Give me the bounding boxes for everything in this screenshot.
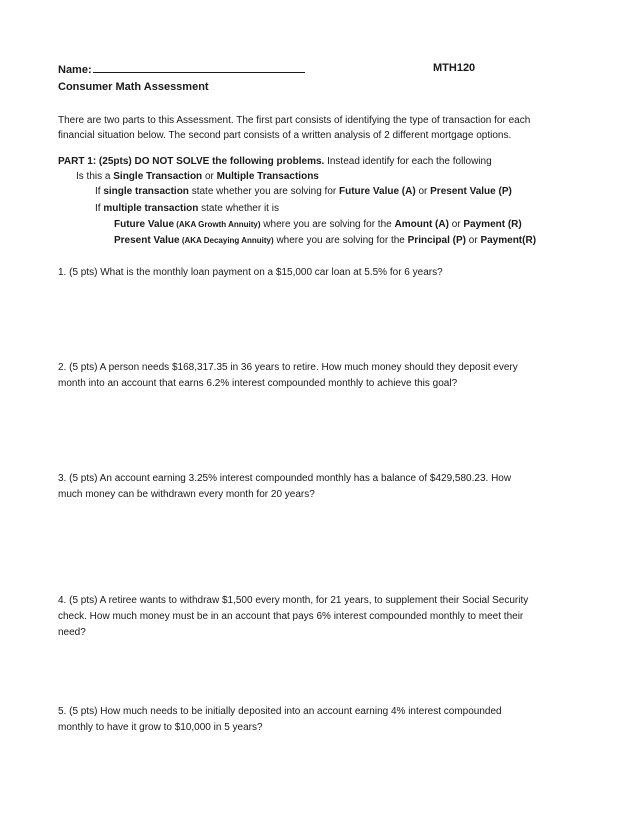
single-transaction-term: Single Transaction <box>113 171 203 182</box>
amount-term: Amount (A) <box>394 219 449 230</box>
name-blank-line <box>93 62 305 73</box>
course-code: MTH120 <box>433 62 476 74</box>
question-3-line-1: 3. (5 pts) An account earning 3.25% interest compounded monthly has a balance of $429,580.23. How <box>58 473 512 484</box>
part1-line-present-value <box>114 234 536 247</box>
text: where you are solving for the <box>273 235 408 246</box>
question-4-line-2: check. How much money must be in an account that pays 6% interest compounded monthly to meet their <box>58 611 524 622</box>
intro-line-2: financial situation below. The second part consists of a written analysis of 2 different mortgage options. <box>58 130 512 141</box>
part1-line-multiple <box>95 202 279 215</box>
part1-line-future-value <box>114 218 522 231</box>
text: where you are solving for the <box>260 219 395 230</box>
text: If <box>95 203 104 214</box>
decaying-annuity-note: (AKA Decaying Annuity) <box>179 236 274 245</box>
text: or <box>466 235 481 246</box>
intro-line-1: There are two parts to this Assessment. The first part consists of identifying the type of transaction for each <box>58 115 531 126</box>
name-field <box>58 62 305 77</box>
payment-term: Payment (R) <box>463 219 522 230</box>
multiple-transaction-term: multiple transaction <box>103 203 199 214</box>
principal-term: Principal (P) <box>407 235 466 246</box>
present-value-term: Present Value (P) <box>430 186 512 197</box>
part1-line-single <box>95 185 512 198</box>
text: Is this a <box>76 171 114 182</box>
text: or <box>448 219 464 230</box>
multiple-transactions-term: Multiple Transactions <box>216 171 319 182</box>
growth-annuity-note: (AKA Growth Annuity) <box>174 220 261 229</box>
part1-line-transaction-type <box>76 170 319 183</box>
part1-heading-rest: Instead identify for each the following <box>324 156 492 167</box>
text: If <box>95 186 104 197</box>
question-2-line-1: 2. (5 pts) A person needs $168,317.35 in 36 years to retire. How much money should they deposit every <box>58 362 518 373</box>
question-4-line-3: need? <box>58 627 86 638</box>
question-3-line-2: much money can be withdrawn every month for 20 years? <box>58 489 315 500</box>
question-2-line-2: month into an account that earns 6.2% interest compounded monthly to achieve this goal? <box>58 378 458 389</box>
name-label: Name: <box>58 64 92 76</box>
text: or <box>415 186 431 197</box>
question-4-line-1: 4. (5 pts) A retiree wants to withdraw $1,500 every month, for 21 years, to supplement their Social Security <box>58 595 529 606</box>
single-transaction-term: single transaction <box>103 186 189 197</box>
text: or <box>202 171 217 182</box>
future-value-term: Future Value (A) <box>339 186 416 197</box>
future-value-term: Future Value <box>114 219 175 230</box>
question-5-line-1: 5. (5 pts) How much needs to be initially deposited into an account earning 4% interest compounded <box>58 706 502 717</box>
question-5-line-2: monthly to have it grow to $10,000 in 5 years? <box>58 722 263 733</box>
text: state whether you are solving for <box>188 186 339 197</box>
question-1-line-1: 1. (5 pts) What is the monthly loan payment on a $15,000 car loan at 5.5% for 6 years? <box>58 267 443 278</box>
present-value-term: Present Value <box>114 235 180 246</box>
part1-heading-bold: PART 1: (25pts) DO NOT SOLVE the following problems. <box>58 156 325 167</box>
part1-heading <box>58 155 492 168</box>
assessment-title: Consumer Math Assessment <box>58 81 209 93</box>
payment-term: Payment(R) <box>480 235 537 246</box>
text: state whether it is <box>198 203 279 214</box>
